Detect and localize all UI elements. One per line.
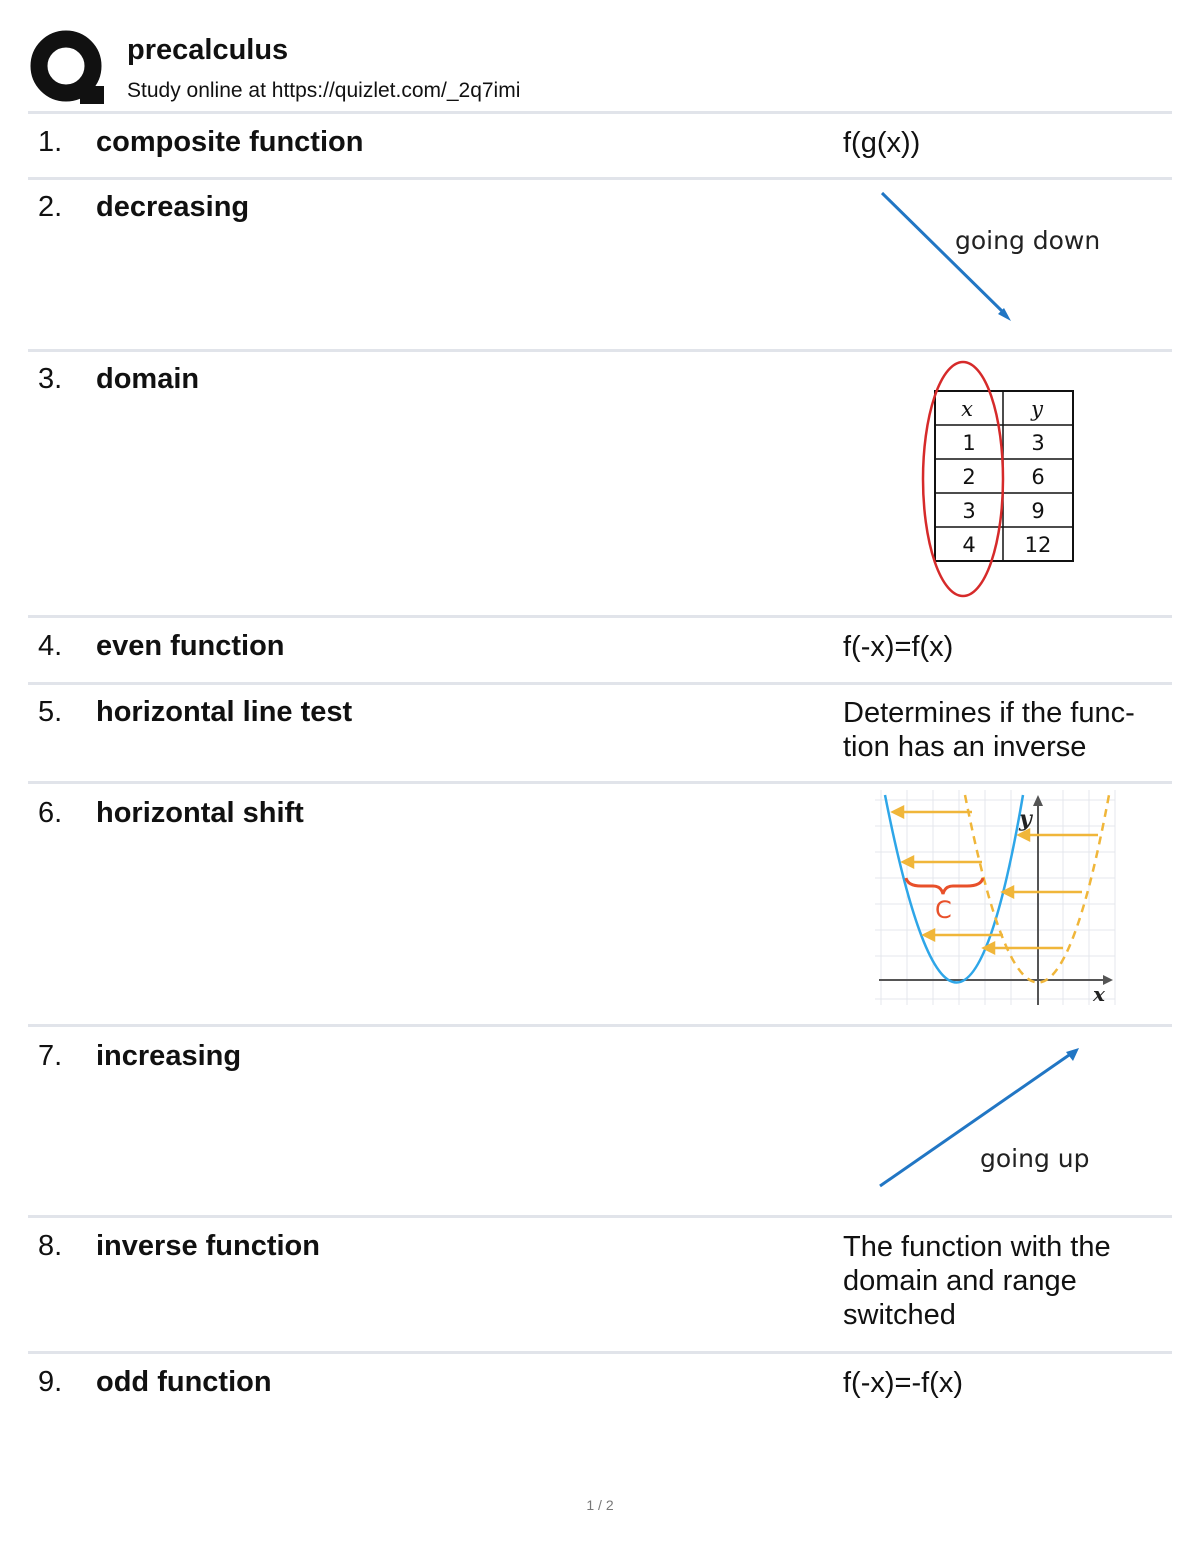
divider: [28, 615, 1172, 618]
table-cell: 1: [962, 431, 976, 455]
term-inverse-function: inverse function: [96, 1230, 320, 1262]
increasing-arrow-figure: [870, 1040, 1120, 1195]
shift-brace: [906, 878, 983, 894]
definition-line: The function with the: [843, 1231, 1111, 1263]
divider: [28, 781, 1172, 784]
original-parabola: [885, 795, 1023, 983]
term-number: 5.: [38, 696, 63, 728]
term-number: 4.: [38, 630, 63, 662]
term-horizontal-line-test: horizontal line test: [96, 696, 353, 728]
term-horizontal-shift: horizontal shift: [96, 797, 304, 829]
table-cell: 3: [1031, 431, 1045, 455]
table-cell: 9: [1031, 499, 1045, 523]
divider: [28, 1351, 1172, 1354]
table-header-y: y: [1031, 397, 1043, 421]
term-odd-function: odd function: [96, 1366, 272, 1398]
definition-inverse-function: [843, 1230, 1163, 1332]
table-cell: 4: [962, 533, 976, 557]
divider: [28, 1215, 1172, 1218]
term-composite-function: composite function: [96, 126, 364, 158]
table-cell: 2: [962, 465, 976, 489]
definition-line: domain and range: [843, 1265, 1077, 1297]
term-increasing: increasing: [96, 1040, 242, 1072]
divider: [28, 1024, 1172, 1027]
decreasing-arrow-figure: [870, 185, 1120, 330]
page-title: precalculus: [127, 34, 289, 66]
quizlet-logo-icon: [30, 30, 106, 106]
term-number: 6.: [38, 797, 63, 829]
definition-composite-function: f(g(x)): [843, 127, 921, 159]
definition-line: tion has an inverse: [843, 731, 1087, 763]
page-number: 1 / 2: [586, 1497, 614, 1513]
x-axis-label: x: [1093, 982, 1105, 1006]
divider: [28, 111, 1172, 114]
divider: [28, 682, 1172, 685]
divider: [28, 177, 1172, 180]
table-cell: 3: [962, 499, 976, 523]
term-domain: domain: [96, 363, 200, 395]
term-even-function: even function: [96, 630, 285, 662]
definition-even-function: f(-x)=f(x): [843, 631, 954, 663]
horizontal-shift-graph-figure: [875, 790, 1120, 1015]
going-down-label: going down: [955, 226, 1101, 255]
table-cell: 6: [1031, 465, 1045, 489]
study-link[interactable]: Study online at https://quizlet.com/_2q7imi: [127, 79, 521, 102]
shift-c-label: C: [935, 896, 952, 924]
definition-horizontal-line-test: [843, 696, 1163, 764]
going-up-label: going up: [980, 1144, 1090, 1173]
term-number: 7.: [38, 1040, 63, 1072]
term-number: 2.: [38, 191, 63, 223]
table-cell: 12: [1024, 533, 1052, 557]
term-number: 3.: [38, 363, 63, 395]
definition-line: switched: [843, 1299, 956, 1331]
term-decreasing: decreasing: [96, 191, 250, 223]
term-number: 1.: [38, 126, 63, 158]
graph-grid: [875, 790, 1115, 1005]
term-number: 8.: [38, 1230, 63, 1262]
y-axis-label: y: [1019, 806, 1032, 832]
divider: [28, 349, 1172, 352]
domain-table-figure: [915, 358, 1085, 603]
definition-odd-function: f(-x)=-f(x): [843, 1367, 963, 1399]
shift-arrows: [893, 807, 1098, 953]
table-header-x: x: [961, 397, 973, 421]
definition-line: Determines if the func-: [843, 697, 1135, 729]
term-number: 9.: [38, 1366, 63, 1398]
